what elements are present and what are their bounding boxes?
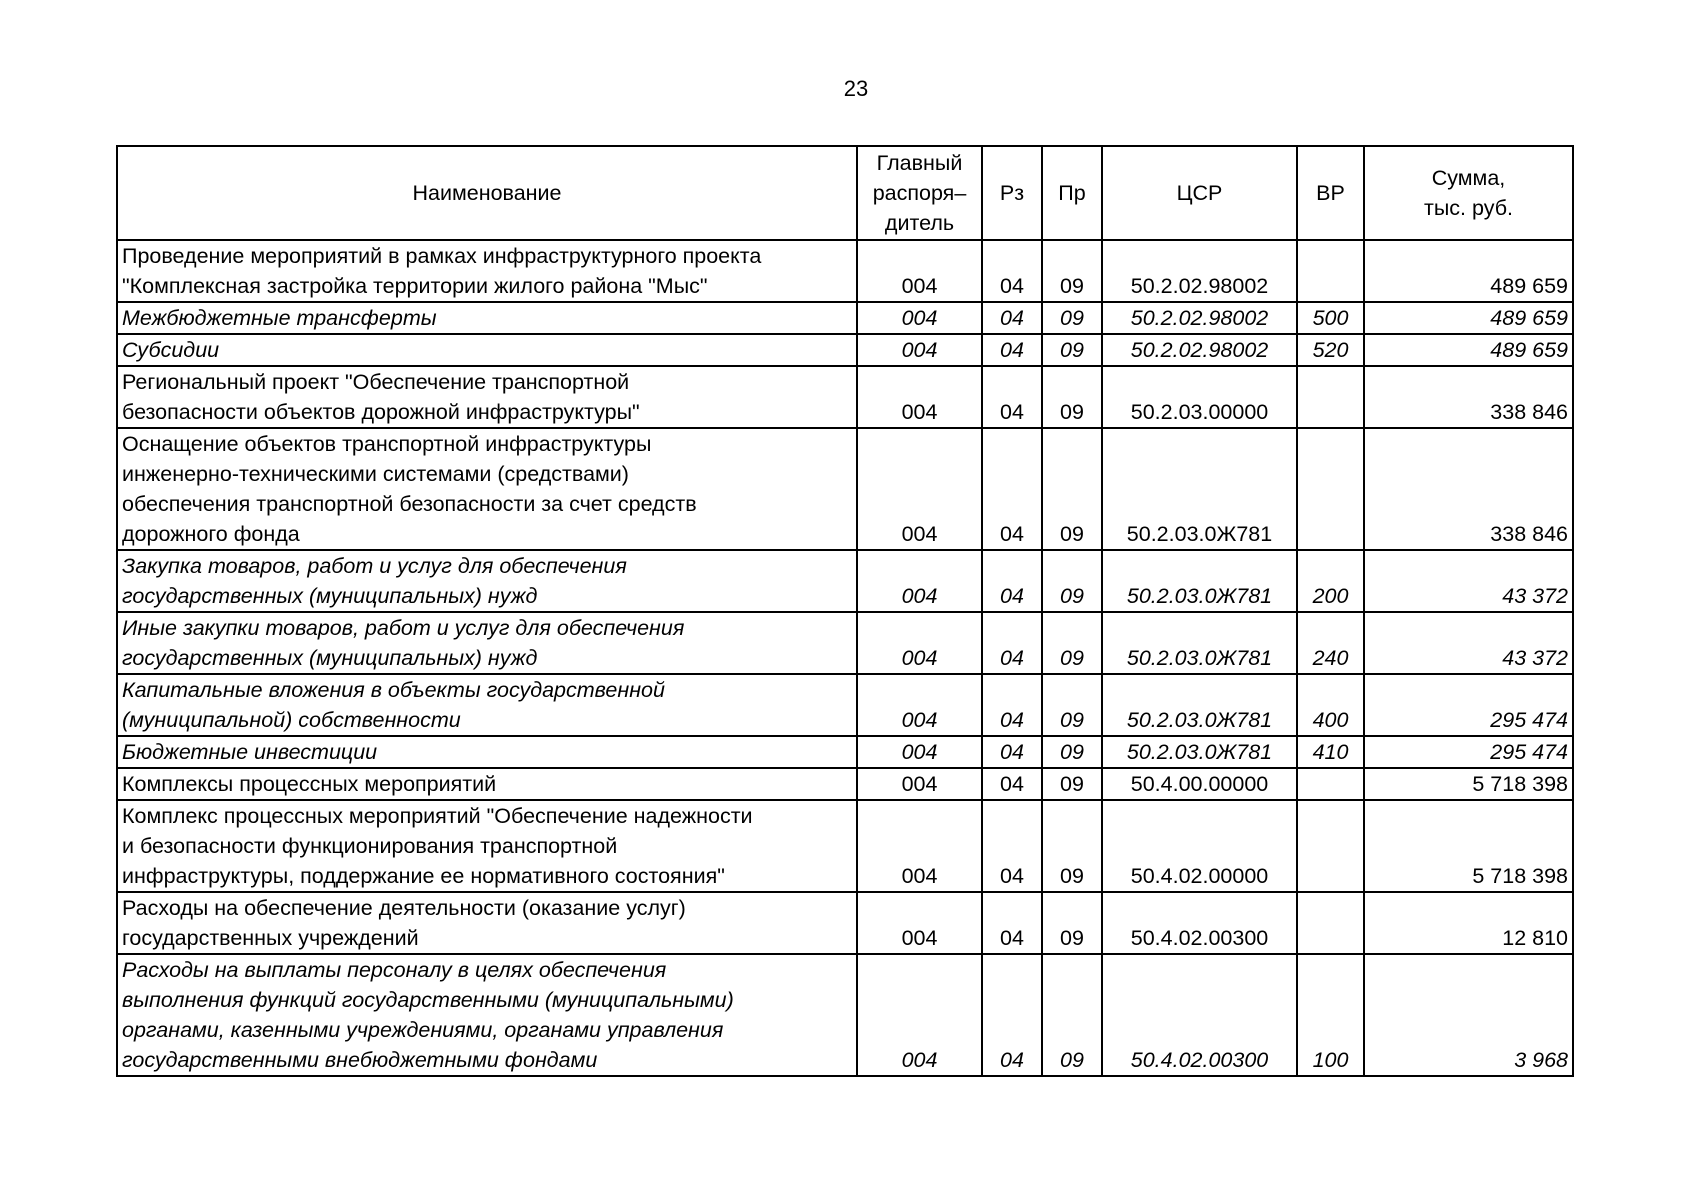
row-name	[117, 674, 857, 736]
row-rz: 04	[982, 366, 1042, 428]
budget-table	[116, 145, 1574, 1077]
row-sum: 43 372	[1364, 612, 1573, 674]
row-rz: 04	[982, 674, 1042, 736]
table-row	[117, 800, 1573, 892]
row-csr: 50.4.00.00000	[1102, 768, 1297, 800]
row-name	[117, 302, 857, 334]
row-vr: 200	[1297, 550, 1364, 612]
row-name	[117, 892, 857, 954]
row-pr: 09	[1042, 612, 1102, 674]
row-vr	[1297, 768, 1364, 800]
row-name	[117, 800, 857, 892]
row-grbs: 004	[857, 736, 982, 768]
table-row	[117, 334, 1573, 366]
header-sum-line: тыс. руб.	[1424, 196, 1513, 220]
row-name-line: безопасности объектов дорожной инфраструктуры"	[122, 400, 640, 424]
row-pr: 09	[1042, 892, 1102, 954]
header-sum-line: Сумма,	[1431, 166, 1506, 190]
header-grbs-line: Главный	[876, 151, 963, 175]
row-vr	[1297, 366, 1364, 428]
row-name-line: Комплексы процессных мероприятий	[122, 772, 497, 796]
row-name-line: (муниципальной) собственности	[122, 708, 461, 732]
header-vr: ВР	[1297, 146, 1364, 240]
row-name-line: обеспечения транспортной безопасности за счет средств	[122, 492, 697, 516]
row-rz: 04	[982, 334, 1042, 366]
row-sum: 489 659	[1364, 302, 1573, 334]
row-sum: 12 810	[1364, 892, 1573, 954]
row-sum: 5 718 398	[1364, 768, 1573, 800]
row-grbs: 004	[857, 550, 982, 612]
row-name-line: инфраструктуры, поддержание ее нормативного состояния"	[122, 864, 725, 888]
header-name: Наименование	[117, 146, 857, 240]
row-name-line: Межбюджетные трансферты	[122, 306, 437, 330]
row-csr: 50.2.03.0Ж781	[1102, 736, 1297, 768]
row-name	[117, 366, 857, 428]
row-csr: 50.2.02.98002	[1102, 334, 1297, 366]
row-csr: 50.2.03.0Ж781	[1102, 550, 1297, 612]
row-name	[117, 612, 857, 674]
row-name-line: Региональный проект "Обеспечение транспортной	[122, 370, 630, 394]
header-grbs-line: распоря–	[872, 181, 967, 205]
row-rz: 04	[982, 240, 1042, 302]
row-sum: 489 659	[1364, 334, 1573, 366]
header-sum	[1364, 146, 1573, 240]
row-name-line: дорожного фонда	[122, 522, 300, 546]
row-pr: 09	[1042, 366, 1102, 428]
row-grbs: 004	[857, 892, 982, 954]
row-name-line: государственных (муниципальных) нужд	[122, 646, 538, 670]
row-name-line: Проведение мероприятий в рамках инфраструктурного проекта	[122, 244, 762, 268]
row-name-line: органами, казенными учреждениями, органами управления	[122, 1018, 724, 1042]
row-sum: 338 846	[1364, 366, 1573, 428]
row-rz: 04	[982, 302, 1042, 334]
table-row	[117, 892, 1573, 954]
row-name	[117, 240, 857, 302]
row-name-line: Оснащение объектов транспортной инфраструктуры	[122, 432, 652, 456]
row-name-line: государственными внебюджетными фондами	[122, 1048, 598, 1072]
row-name-line: Закупка товаров, работ и услуг для обеспечения	[122, 554, 627, 578]
row-grbs: 004	[857, 302, 982, 334]
row-name	[117, 428, 857, 550]
row-pr: 09	[1042, 302, 1102, 334]
row-csr: 50.2.02.98002	[1102, 302, 1297, 334]
row-sum: 3 968	[1364, 954, 1573, 1076]
row-rz: 04	[982, 800, 1042, 892]
row-sum: 338 846	[1364, 428, 1573, 550]
row-pr: 09	[1042, 768, 1102, 800]
table-row	[117, 302, 1573, 334]
row-vr: 410	[1297, 736, 1364, 768]
row-pr: 09	[1042, 736, 1102, 768]
row-grbs: 004	[857, 366, 982, 428]
row-grbs: 004	[857, 334, 982, 366]
row-pr: 09	[1042, 240, 1102, 302]
row-name-line: Комплекс процессных мероприятий "Обеспечение надежности	[122, 804, 753, 828]
row-rz: 04	[982, 892, 1042, 954]
row-csr: 50.2.03.0Ж781	[1102, 674, 1297, 736]
row-vr: 240	[1297, 612, 1364, 674]
row-csr: 50.4.02.00300	[1102, 892, 1297, 954]
row-pr: 09	[1042, 428, 1102, 550]
row-rz: 04	[982, 954, 1042, 1076]
table-row	[117, 736, 1573, 768]
row-sum: 5 718 398	[1364, 800, 1573, 892]
row-grbs: 004	[857, 954, 982, 1076]
row-grbs: 004	[857, 612, 982, 674]
row-name-line: и безопасности функционирования транспортной	[122, 834, 618, 858]
row-csr: 50.4.02.00000	[1102, 800, 1297, 892]
row-name-line: государственных (муниципальных) нужд	[122, 584, 538, 608]
row-csr: 50.2.03.00000	[1102, 366, 1297, 428]
row-rz: 04	[982, 736, 1042, 768]
row-name	[117, 954, 857, 1076]
row-name-line: Бюджетные инвестиции	[122, 740, 378, 764]
table-header-row	[117, 146, 1573, 240]
row-vr: 520	[1297, 334, 1364, 366]
row-name	[117, 768, 857, 800]
header-csr: ЦСР	[1102, 146, 1297, 240]
row-vr: 500	[1297, 302, 1364, 334]
table-row	[117, 674, 1573, 736]
row-rz: 04	[982, 550, 1042, 612]
header-grbs	[857, 146, 982, 240]
row-sum: 43 372	[1364, 550, 1573, 612]
row-pr: 09	[1042, 550, 1102, 612]
row-name-line: Расходы на обеспечение деятельности (оказание услуг)	[122, 896, 686, 920]
table-row	[117, 612, 1573, 674]
row-vr: 100	[1297, 954, 1364, 1076]
row-vr	[1297, 428, 1364, 550]
table-body	[117, 240, 1573, 1076]
row-vr	[1297, 240, 1364, 302]
row-name-line: инженерно-техническими системами (средствами)	[122, 462, 629, 486]
table-row	[117, 428, 1573, 550]
row-name	[117, 550, 857, 612]
row-sum: 295 474	[1364, 674, 1573, 736]
row-grbs: 004	[857, 428, 982, 550]
row-name-line: Субсидии	[122, 338, 220, 362]
table-row	[117, 768, 1573, 800]
table-row	[117, 366, 1573, 428]
row-rz: 04	[982, 428, 1042, 550]
row-csr: 50.4.02.00300	[1102, 954, 1297, 1076]
row-name-line: Расходы на выплаты персоналу в целях обеспечения	[122, 958, 667, 982]
row-name-line: государственных учреждений	[122, 926, 419, 950]
row-grbs: 004	[857, 240, 982, 302]
row-rz: 04	[982, 768, 1042, 800]
table-row	[117, 550, 1573, 612]
table-row	[117, 240, 1573, 302]
row-csr: 50.2.02.98002	[1102, 240, 1297, 302]
table-row	[117, 954, 1573, 1076]
row-name	[117, 736, 857, 768]
row-name-line: Капитальные вложения в объекты государственной	[122, 678, 665, 702]
row-pr: 09	[1042, 674, 1102, 736]
header-grbs-line: дитель	[884, 211, 955, 235]
row-grbs: 004	[857, 768, 982, 800]
row-name-line: выполнения функций государственными (муниципальными)	[122, 988, 734, 1012]
row-vr: 400	[1297, 674, 1364, 736]
row-vr	[1297, 800, 1364, 892]
row-name-line: Иные закупки товаров, работ и услуг для обеспечения	[122, 616, 685, 640]
row-grbs: 004	[857, 674, 982, 736]
row-csr: 50.2.03.0Ж781	[1102, 612, 1297, 674]
row-pr: 09	[1042, 334, 1102, 366]
row-pr: 09	[1042, 954, 1102, 1076]
header-rz: Рз	[982, 146, 1042, 240]
row-name-line: "Комплексная застройка территории жилого района "Мыс"	[122, 274, 708, 298]
row-grbs: 004	[857, 800, 982, 892]
header-pr: Пр	[1042, 146, 1102, 240]
row-csr: 50.2.03.0Ж781	[1102, 428, 1297, 550]
row-name	[117, 334, 857, 366]
row-sum: 489 659	[1364, 240, 1573, 302]
row-pr: 09	[1042, 800, 1102, 892]
row-vr	[1297, 892, 1364, 954]
row-rz: 04	[982, 612, 1042, 674]
page-number: 23	[843, 76, 869, 101]
row-sum: 295 474	[1364, 736, 1573, 768]
